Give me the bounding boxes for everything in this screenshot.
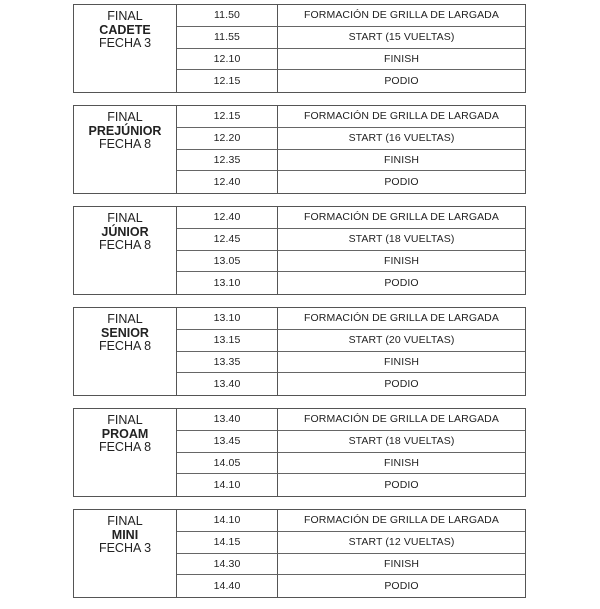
time-cell: 14.30 [177, 554, 278, 576]
time-cell: 11.50 [177, 5, 278, 27]
event-cell: PODIO [384, 176, 419, 189]
schedule-table [73, 4, 526, 93]
stage-label: FINAL [107, 312, 143, 326]
event-cell: START (20 VUELTAS) [278, 330, 525, 352]
event-cell: FORMACIÓN DE GRILLA DE LARGADA [278, 510, 525, 532]
event-cell: FINISH [278, 251, 525, 273]
event-cell: PODIO [384, 580, 419, 593]
round-label: FECHA 3 [98, 36, 152, 50]
category-name: PROAM [101, 426, 149, 441]
event-cell: START (18 VUELTAS) [278, 229, 525, 251]
round-label: FECHA 8 [98, 238, 152, 252]
time-cell: 13.45 [177, 431, 278, 453]
round-label: FECHA 3 [98, 541, 152, 555]
time-cell: 13.35 [177, 352, 278, 374]
time-cell: 14.05 [177, 453, 278, 475]
time-cell: 13.40 [177, 409, 278, 431]
event-cell: FORMACIÓN DE GRILLA DE LARGADA [278, 207, 525, 229]
round-label: FECHA 8 [98, 440, 152, 454]
event-cell: PODIO [384, 75, 419, 88]
category-cell [74, 510, 177, 597]
schedule-table [73, 307, 526, 396]
event-cell: START (18 VUELTAS) [278, 431, 525, 453]
schedule-table [73, 509, 526, 598]
stage-label: FINAL [107, 514, 143, 528]
time-cell: 12.10 [177, 49, 278, 71]
schedule-table [73, 408, 526, 497]
event-cell: FINISH [278, 150, 525, 172]
category-name: MINI [111, 527, 139, 542]
time-cell: 13.15 [177, 330, 278, 352]
round-label: FECHA 8 [98, 339, 152, 353]
event-cell: FORMACIÓN DE GRILLA DE LARGADA [278, 106, 525, 128]
event-cell: FORMACIÓN DE GRILLA DE LARGADA [278, 308, 525, 330]
event-cell: START (12 VUELTAS) [278, 532, 525, 554]
category-cell [74, 409, 177, 496]
time-cell: 13.10 [177, 272, 278, 294]
event-cell: FINISH [278, 453, 525, 475]
time-cell: 12.45 [177, 229, 278, 251]
time-cell: 11.55 [177, 27, 278, 49]
time-cell: 14.15 [177, 532, 278, 554]
category-cell [74, 5, 177, 92]
time-cell: 14.40 [177, 575, 278, 597]
category-cell [74, 207, 177, 294]
time-cell: 13.10 [177, 308, 278, 330]
category-name: CADETE [99, 22, 151, 37]
time-cell: 13.40 [177, 373, 278, 395]
time-cell: 12.35 [177, 150, 278, 172]
stage-label: FINAL [107, 211, 143, 225]
stage-label: FINAL [107, 110, 143, 124]
event-cell: START (15 VUELTAS) [278, 27, 525, 49]
time-cell: 12.15 [177, 106, 278, 128]
event-cell: START (16 VUELTAS) [278, 128, 525, 150]
time-cell: 13.05 [177, 251, 278, 273]
event-cell: FINISH [278, 554, 525, 576]
schedule-table [73, 105, 526, 194]
event-cell: FORMACIÓN DE GRILLA DE LARGADA [278, 409, 525, 431]
stage-label: FINAL [107, 413, 143, 427]
event-cell: FINISH [278, 49, 525, 71]
event-cell: PODIO [384, 378, 419, 391]
schedule-table [73, 206, 526, 295]
round-label: FECHA 8 [98, 137, 152, 151]
category-name: PREJÚNIOR [88, 123, 162, 138]
category-name: JÚNIOR [101, 224, 149, 239]
category-cell [74, 308, 177, 395]
category-name: SENIOR [101, 325, 149, 340]
event-cell: PODIO [384, 479, 419, 492]
event-cell: FINISH [278, 352, 525, 374]
stage-label: FINAL [107, 9, 143, 23]
time-cell: 12.15 [177, 70, 278, 92]
event-cell: FORMACIÓN DE GRILLA DE LARGADA [278, 5, 525, 27]
time-cell: 14.10 [177, 510, 278, 532]
time-cell: 12.40 [177, 207, 278, 229]
time-cell: 12.20 [177, 128, 278, 150]
category-cell [74, 106, 177, 193]
time-cell: 12.40 [177, 171, 278, 193]
time-cell: 14.10 [177, 474, 278, 496]
event-cell: PODIO [384, 277, 419, 290]
